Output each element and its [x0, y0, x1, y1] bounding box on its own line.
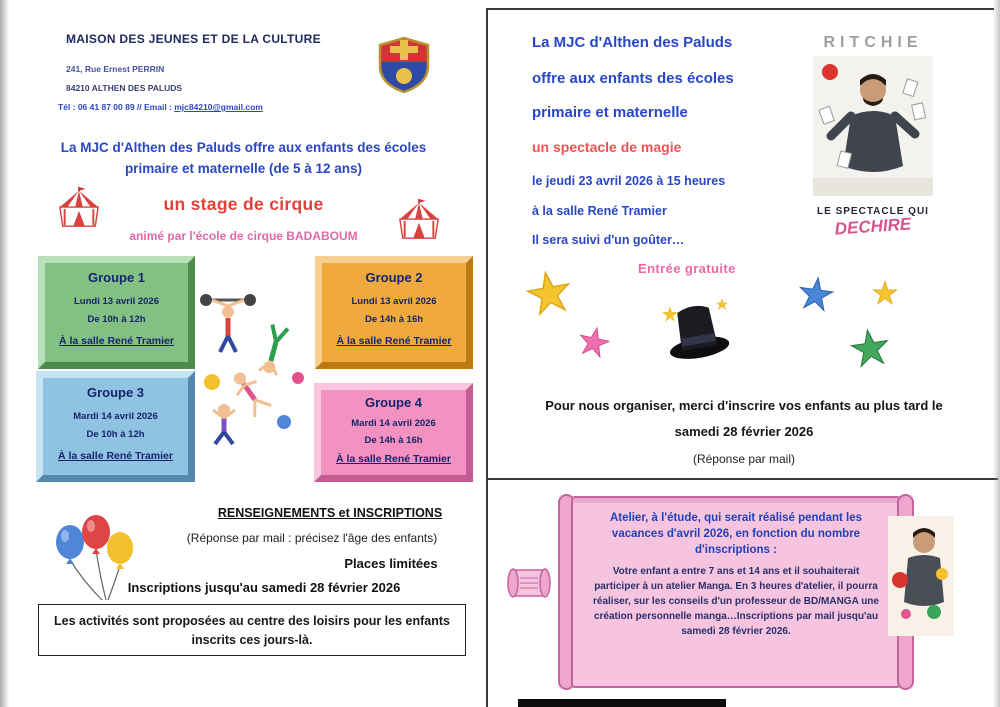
manga-artist-photo: [888, 516, 954, 636]
pink-star-icon: [575, 323, 613, 361]
right-intro-line1: La MJC d'Althen des Paluds: [532, 34, 733, 51]
group-card-2: [315, 256, 473, 369]
info-places-limited: Places limitées: [344, 556, 438, 571]
group-time: De 10h à 12h: [87, 314, 146, 325]
group-place: À la salle René Tramier: [59, 335, 174, 347]
group-place: À la salle René Tramier: [58, 450, 173, 462]
reply-note: (Réponse par mail): [692, 452, 796, 466]
left-intro-line2: primaire et maternelle (de 5 à 12 ans): [124, 161, 363, 176]
contact-prefix: Tél : 06 41 87 00 89 // Email :: [58, 102, 175, 112]
info-heading: RENSEIGNEMENTS et INSCRIPTIONS: [217, 506, 443, 520]
group-time: De 14h à 16h: [364, 435, 423, 446]
info-reply-note: (Réponse par mail : précisez l'âge des enfants): [186, 531, 438, 545]
show-snack-note: Il sera suivi d'un goûter…: [532, 233, 685, 247]
org-name: MAISON DES JEUNES ET DE LA CULTURE: [66, 32, 321, 46]
group-place: À la salle René Tramier: [336, 335, 452, 347]
group-name: Groupe 2: [365, 270, 423, 285]
circus-kids-clipart: [198, 282, 310, 447]
email-link: mjc84210@gmail.com: [174, 102, 263, 112]
right-intro-line3: primaire et maternelle: [532, 104, 688, 121]
magic-hat-icon: [658, 288, 736, 368]
show-place: à la salle René Tramier: [532, 204, 667, 218]
workshop-scroll: [558, 494, 914, 690]
activities-note-box: [38, 604, 466, 656]
magician-name: RITCHIE: [823, 34, 923, 51]
show-date: le jeudi 23 avril 2026 à 15 heures: [532, 174, 726, 188]
subtitle-prefix: animé par l'école de cirque: [129, 229, 287, 243]
page-left: [0, 0, 487, 707]
info-deadline: Inscriptions jusqu'au samedi 28 février 2026: [127, 580, 401, 595]
org-address-line1: 241, Rue Ernest PERRIN: [66, 64, 165, 74]
poster-tagline-line2: DECHIRE: [834, 214, 912, 239]
show-title: un spectacle de magie: [532, 139, 682, 155]
group-time: De 10h à 12h: [86, 429, 145, 440]
group-place: À la salle René Tramier: [336, 453, 451, 465]
left-intro-line1: La MJC d'Althen des Paluds offre aux enfants des écoles: [60, 140, 427, 155]
group-time: De 14h à 16h: [364, 314, 424, 325]
group-name: Groupe 3: [86, 385, 145, 400]
activities-note-line2: inscrits ces jours-là.: [191, 632, 313, 647]
blue-star-icon: [796, 274, 837, 315]
group-card-1: [38, 256, 195, 369]
group-name: Groupe 1: [87, 270, 146, 285]
stage-title: un stage de cirque: [163, 194, 324, 214]
group-date: Lundi 13 avril 2026: [73, 296, 159, 307]
horizontal-divider: [488, 478, 998, 480]
scan-edge-left: [0, 0, 9, 707]
green-star-icon: [847, 325, 892, 370]
activities-note-line1: Les activités sont proposées au centre des loisirs pour les enfants: [54, 614, 450, 628]
subtitle-school-name: BADABOUM: [286, 229, 358, 243]
scroll-paper: [571, 496, 901, 688]
group-date: Mardi 14 avril 2026: [351, 418, 436, 429]
workshop-body: Votre enfant a entre 7 ans et 14 ans et il souhaiterait participer à un atelier Manga. En 3 heures d'atelier, il pourra réaliser, sur les conseils d'un professeur de BD/MANGA une création personnelle manga…Inscriptions par mail jusqu'au samedi 28 février 2026.: [593, 566, 879, 638]
yellow-star-icon: [522, 266, 575, 319]
stage-subtitle: [0, 229, 487, 243]
group-card-4: [314, 383, 473, 482]
organize-note-line2: samedi 28 février 2026: [674, 424, 814, 439]
workshop-heading: Atelier, à l'étude, qui serait réalisé pendant les vacances d'avril 2026, en fonction du nombre d'inscriptions :: [610, 512, 862, 557]
group-date: Lundi 13 avril 2026: [351, 296, 437, 307]
mini-scroll-clipart: [504, 560, 554, 606]
magician-photo: [813, 56, 933, 196]
scan-artifact-bar: [518, 699, 726, 707]
group-card-3: [36, 371, 195, 482]
scan-edge-right: [993, 0, 1000, 707]
magician-poster: [806, 34, 940, 237]
right-intro-line2: offre aux enfants des écoles: [532, 70, 734, 87]
group-name: Groupe 4: [364, 395, 423, 410]
group-date: Mardi 14 avril 2026: [73, 411, 158, 422]
balloons-clipart: [50, 512, 138, 604]
page-right: [488, 0, 1000, 707]
free-entry-label: Entrée gratuite: [638, 261, 736, 276]
organize-note-line1: Pour nous organiser, merci d'inscrire vos enfants au plus tard le: [545, 398, 943, 413]
crest-logo: [378, 36, 430, 94]
poster-tagline-line1: LE SPECTACLE QUI: [817, 206, 929, 217]
org-contact-line: [58, 102, 263, 112]
org-address-line2: 84210 ALTHEN DES PALUDS: [66, 83, 183, 93]
small-yellow-star-icon: [872, 280, 898, 306]
